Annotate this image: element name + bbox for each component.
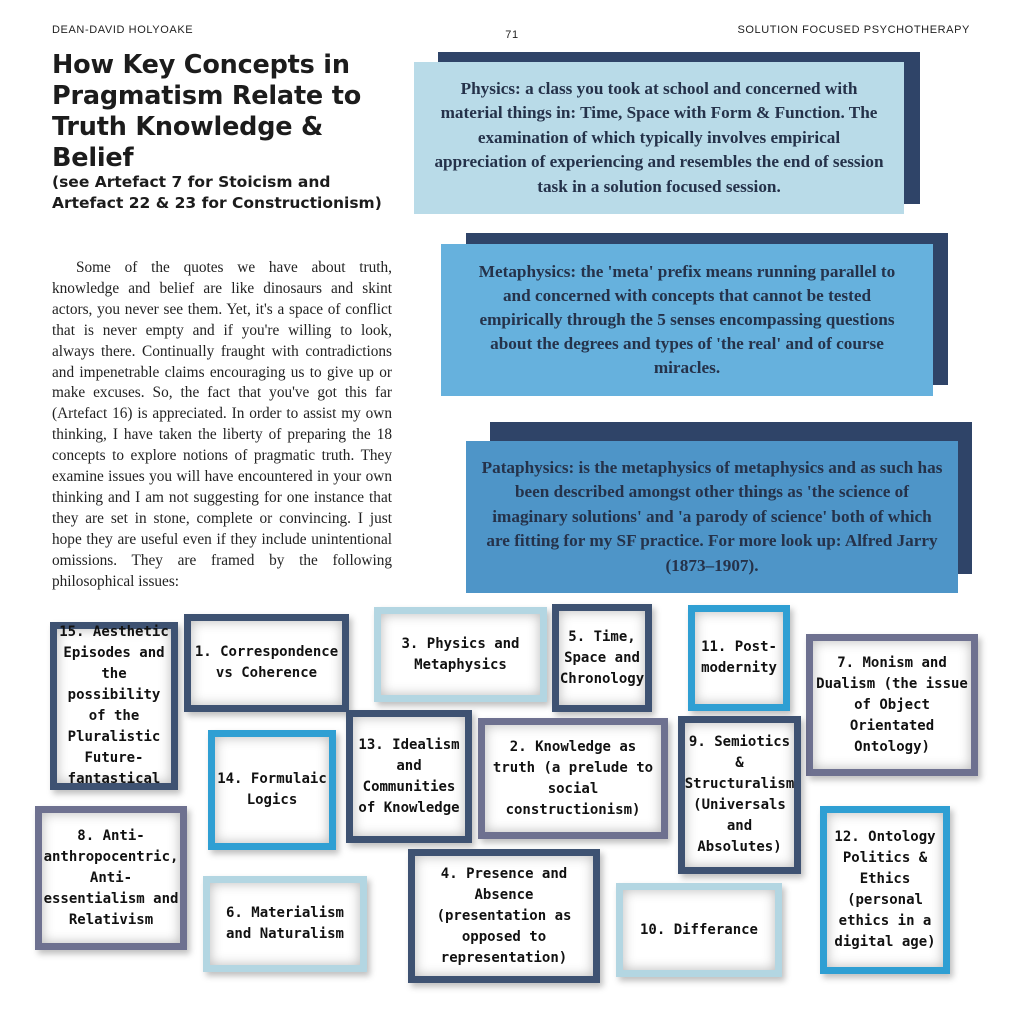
page-subtitle: (see Artefact 7 for Stoicism and Artefact 22 & 23 for Constructionism) <box>52 173 382 212</box>
concept-8-label: 8. Anti-anthropocentric, Anti-essentialism and Relativism <box>43 827 179 928</box>
body-paragraph: Some of the quotes we have about truth, knowledge and belief are like dinosaurs and skint actors, you never see them. Yet, it's a space of conflict that is never empty and if you're willing to look, always there. Continually fraught with contradictions and impenetrable claims encouraging us to give up or make excuses. So, the fact that you've got this far (Artefact 16) is appreciated. In order to assist my own thinking, I have taken the liberty of preparing the 18 concepts to explore notions of pragmatic truth. They examine issues you will have encountered in your own thinking and I am not suggesting for one instance that they are set in stone, complete or convincing. I just hope they are useful even if they include unintentional omissions. They are framed by the following philosophical issues: <box>52 259 392 590</box>
concept-9-label: 9. Semiotics & Structuralism (Universals and Absolutes) <box>684 734 795 855</box>
concept-6-label: 6. Materialism and Naturalism <box>225 905 344 942</box>
running-header-book-title: SOLUTION FOCUSED PSYCHOTHERAPY <box>737 24 970 36</box>
concept-3-label: 3. Physics and Metaphysics <box>401 635 520 673</box>
concept-box-12 <box>820 806 950 974</box>
concept-box-15 <box>50 622 178 790</box>
concept-2-label: 2. Knowledge as truth (a prelude to social constructionism) <box>492 738 654 818</box>
concept-box-4 <box>408 849 600 983</box>
concept-7-label: 7. Monism and Dualism (the issue of Object Orientated Ontology) <box>816 654 968 755</box>
concept-15-label: 15. Aesthetic Episodes and the possibility of the Pluralistic Future-fantastical <box>59 624 169 787</box>
metaphysics-panel-text: Metaphysics: the 'meta' prefix means running parallel to and concerned with concepts that cannot be tested empirically through the 5 senses encompassing questions about the degrees and types of 'the real' and of course miracles. <box>441 244 933 396</box>
concept-box-8 <box>35 806 187 950</box>
concept-box-10 <box>616 883 782 977</box>
concept-5-label: 5. Time, Space and Chronology <box>559 628 645 687</box>
concept-12-label: 12. Ontology Politics & Ethics (personal ethics in a digital age) <box>834 829 936 950</box>
concept-11-label: 11. Post-modernity <box>701 639 777 676</box>
page-title: How Key Concepts in Pragmatism Relate to Truth Knowledge & Belief <box>52 50 362 173</box>
concept-14-label: 14. Formulaic Logics <box>217 771 327 808</box>
concept-box-6 <box>203 876 367 972</box>
running-header-author: DEAN-DAVID HOLYOAKE <box>52 24 194 36</box>
concept-4-label: 4. Presence and Absence (presentation as opposed to representation) <box>436 865 572 966</box>
concept-box-3 <box>374 607 547 702</box>
pataphysics-panel-text: Pataphysics: is the metaphysics of metaphysics and as such has been described amongst other things as 'the science of imaginary solutions' and 'a parody of science' both of which are fitting for my SF practice. For more look up: Alfred Jarry (1873–1907). <box>466 441 958 593</box>
concept-box-9 <box>678 716 801 874</box>
concept-box-11 <box>688 605 790 711</box>
concept-box-14 <box>208 730 336 850</box>
concept-13-label: 13. Idealism and Communities of Knowledge <box>358 736 460 816</box>
concept-box-13 <box>346 710 472 843</box>
concept-box-7 <box>806 634 978 776</box>
concept-box-5 <box>552 604 652 712</box>
physics-panel-text: Physics: a class you took at school and concerned with material things in: Time, Space with Form & Function. The examination of which typically involves empirical appreciation of experiencing and resembles the end of session task in a solution focused session. <box>414 62 904 214</box>
concept-10-label: 10. Differance <box>639 921 758 938</box>
concept-box-1 <box>184 614 349 712</box>
concept-box-2 <box>478 718 668 839</box>
page-number: 71 <box>505 29 519 41</box>
concept-1-label: 1. Correspondence vs Coherence <box>194 644 339 681</box>
